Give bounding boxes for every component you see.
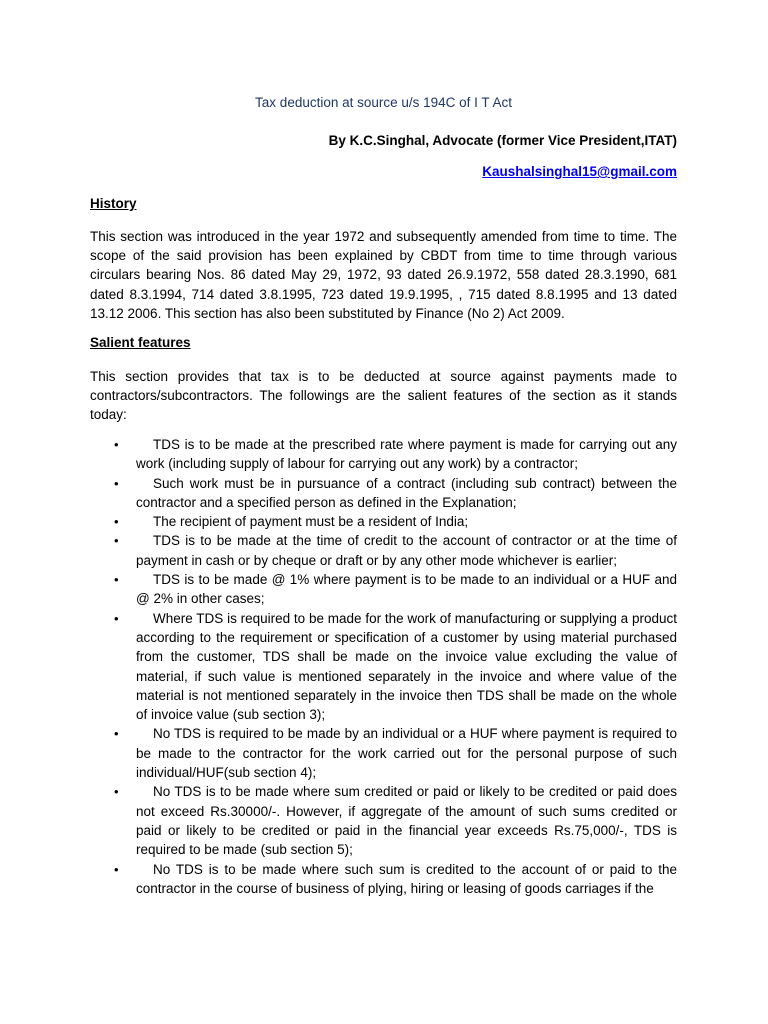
document-title: Tax deduction at source u/s 194C of I T Act: [255, 95, 512, 110]
bullet-icon: •: [114, 437, 119, 452]
bullet-icon: •: [114, 784, 119, 800]
list-item: [90, 435, 677, 474]
history-paragraph: This section was introduced in the year 1972 and subsequently amended from time to time. The scope of the said provision has been explained by CBDT from time to time through various circulars bearing Nos. 86 dated May 29, 1972, 93 dated 26.9.1972, 558 dated 28.3.1990, 681 dated 8.3.1994, 714 dated 3.8.1995, 723 dated 19.9.1995, , 715 dated 8.8.1995 and 13 dated 13.12 2006. This section has also been substituted by Finance (No 2) Act 2009.: [90, 229, 677, 321]
list-item: [90, 860, 677, 899]
list-item-text: TDS is to be made at the time of credit to the account of contractor or at the time of payment in cash or by cheque or draft or by any other mode whichever is earlier;: [136, 533, 677, 568]
salient-features-intro: This section provides that tax is to be deducted at source against payments made to contractors/subcontractors. The followings are the salient features of the section as it stands today:: [90, 369, 677, 423]
list-item: [90, 512, 677, 531]
bullet-icon: •: [114, 861, 119, 877]
salient-features-heading: Salient features: [90, 335, 191, 350]
bullet-icon: •: [114, 572, 119, 588]
list-item-text: No TDS is to be made where sum credited or paid or likely to be credited or paid does not exceed Rs.30000/-. However, if aggregate of the amount of such sums credited or paid or likely to be credited or paid in the financial year exceeds Rs.75,000/-, TDS is required to be made (sub section 5);: [136, 784, 677, 858]
list-item: [90, 570, 677, 609]
list-item: [90, 474, 677, 513]
list-item: [90, 609, 677, 725]
history-heading: History: [90, 196, 137, 211]
list-item-text: Such work must be in pursuance of a contract (including sub contract) between the contractor and a specified person as defined in the Explanation;: [136, 475, 677, 510]
list-item-text: No TDS is to be made where such sum is credited to the account of or paid to the contractor in the course of business of plying, hiring or leasing of goods carriages if the: [136, 861, 677, 896]
list-item-text: Where TDS is required to be made for the work of manufacturing or supplying a product according to the requirement or specification of a customer by using material purchased from the customer, TDS shall be made on the invoice value excluding the value of material, if such value is mentioned separately in the invoice and where value of the material is not mentioned separately in the invoice then TDS shall be made on the whole of invoice value (sub section 3);: [136, 610, 677, 723]
list-item: [90, 724, 677, 782]
list-item-text: TDS is to be made at the prescribed rate where payment is made for carrying out any work (including supply of labour for carrying out any work) by a contractor;: [136, 437, 677, 472]
bullet-icon: •: [114, 514, 119, 530]
author-email-link[interactable]: Kaushalsinghal15@gmail.com: [482, 164, 677, 179]
bullet-icon: •: [114, 533, 119, 549]
bullet-icon: •: [114, 610, 119, 626]
list-item-text: TDS is to be made @ 1% where payment is to be made to an individual or a HUF and @ 2% in other cases;: [136, 572, 677, 607]
bullet-icon: •: [114, 726, 119, 742]
list-item: [90, 782, 677, 859]
list-item: [90, 531, 677, 570]
bullet-icon: •: [114, 475, 119, 491]
list-item-text: The recipient of payment must be a resident of India;: [153, 514, 469, 530]
author-byline: By K.C.Singhal, Advocate (former Vice President,ITAT): [328, 133, 677, 148]
salient-features-list: [90, 435, 677, 898]
list-item-text: No TDS is required to be made by an individual or a HUF where payment is required to be made to the contractor for the work carried out for the personal purpose of such individual/HUF(sub section 4);: [136, 726, 677, 781]
